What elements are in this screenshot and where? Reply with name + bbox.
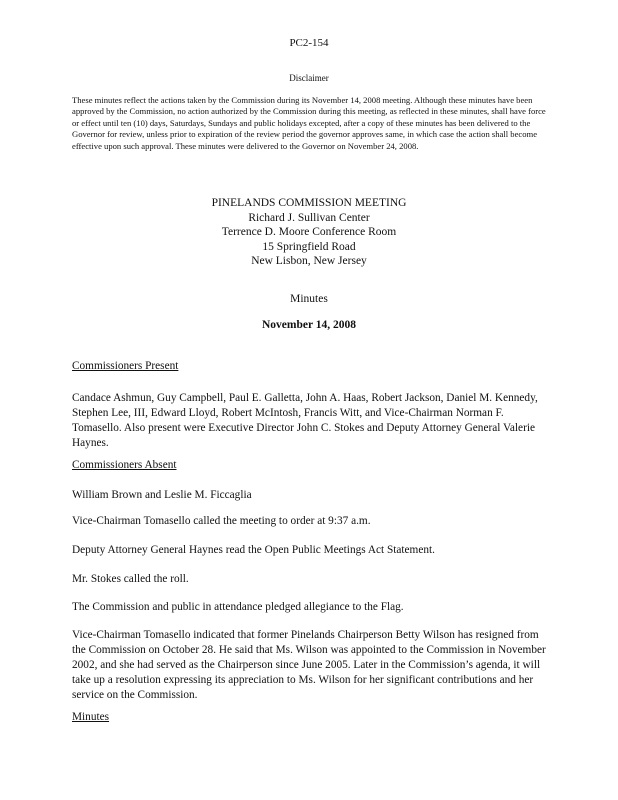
present-heading: Commissioners Present: [72, 360, 179, 372]
disclaimer-body: These minutes reflect the actions taken by the Commission during its November 14, 2008 meeting. Although these minutes have been approved by the Commission, no action authorized by the Commission during this meeting, as reflected in these minutes, shall have force or effect until ten (10) days, Saturdays, Sundays and public holidays excepted, after a copy of these minutes has been delivered to the Governor for review, unless prior to expiration of the review period the governor approves same, in which case the action shall become effective upon such approval. These minutes were delivered to the Governor on November 24, 2008.: [72, 95, 546, 151]
absent-heading: Commissioners Absent: [72, 459, 177, 471]
meeting-date: November 14, 2008: [261, 319, 356, 331]
meeting-heading-line: New Lisbon, New Jersey: [251, 255, 367, 267]
meeting-heading: [0, 196, 618, 269]
meeting-heading-line: PINELANDS COMMISSION MEETING: [211, 197, 407, 209]
page-number: PC2-154: [289, 37, 329, 49]
paragraph: Mr. Stokes called the roll.: [72, 573, 189, 585]
minutes-title: Minutes: [290, 293, 328, 305]
paragraph: The Commission and public in attendance pledged allegiance to the Flag.: [72, 601, 404, 613]
paragraph: Vice-Chairman Tomasello indicated that former Pinelands Chairperson Betty Wilson has resigned from the Commission on October 28. He said that Ms. Wilson was appointed to the Commission in November 2002, and she had served as the Chairperson since June 2005. Later in the Commission’s agenda, it will take up a resolution expressing its appreciation to Ms. Wilson for her significant contributions and her service on the Commission.: [72, 629, 546, 701]
meeting-heading-line: Richard J. Sullivan Center: [248, 211, 370, 224]
meeting-heading-line: Terrence D. Moore Conference Room: [221, 226, 397, 238]
absent-text: William Brown and Leslie M. Ficcaglia: [72, 489, 252, 501]
minutes-heading: Minutes: [72, 711, 110, 723]
paragraph: Deputy Attorney General Haynes read the Open Public Meetings Act Statement.: [72, 544, 435, 556]
meeting-heading-line: 15 Springfield Road: [262, 240, 356, 253]
paragraph: Vice-Chairman Tomasello called the meeting to order at 9:37 a.m.: [72, 515, 371, 527]
disclaimer-title: Disclaimer: [289, 73, 329, 83]
present-text: Candace Ashmun, Guy Campbell, Paul E. Galletta, John A. Haas, Robert Jackson, Daniel M. Kennedy, Stephen Lee, III, Edward Lloyd, Robert McIntosh, Francis Witt, and Vice-Chairman Norman F. Tomasello. Also present were Executive Director John C. Stokes and Deputy Attorney General Valerie Haynes.: [72, 392, 538, 449]
